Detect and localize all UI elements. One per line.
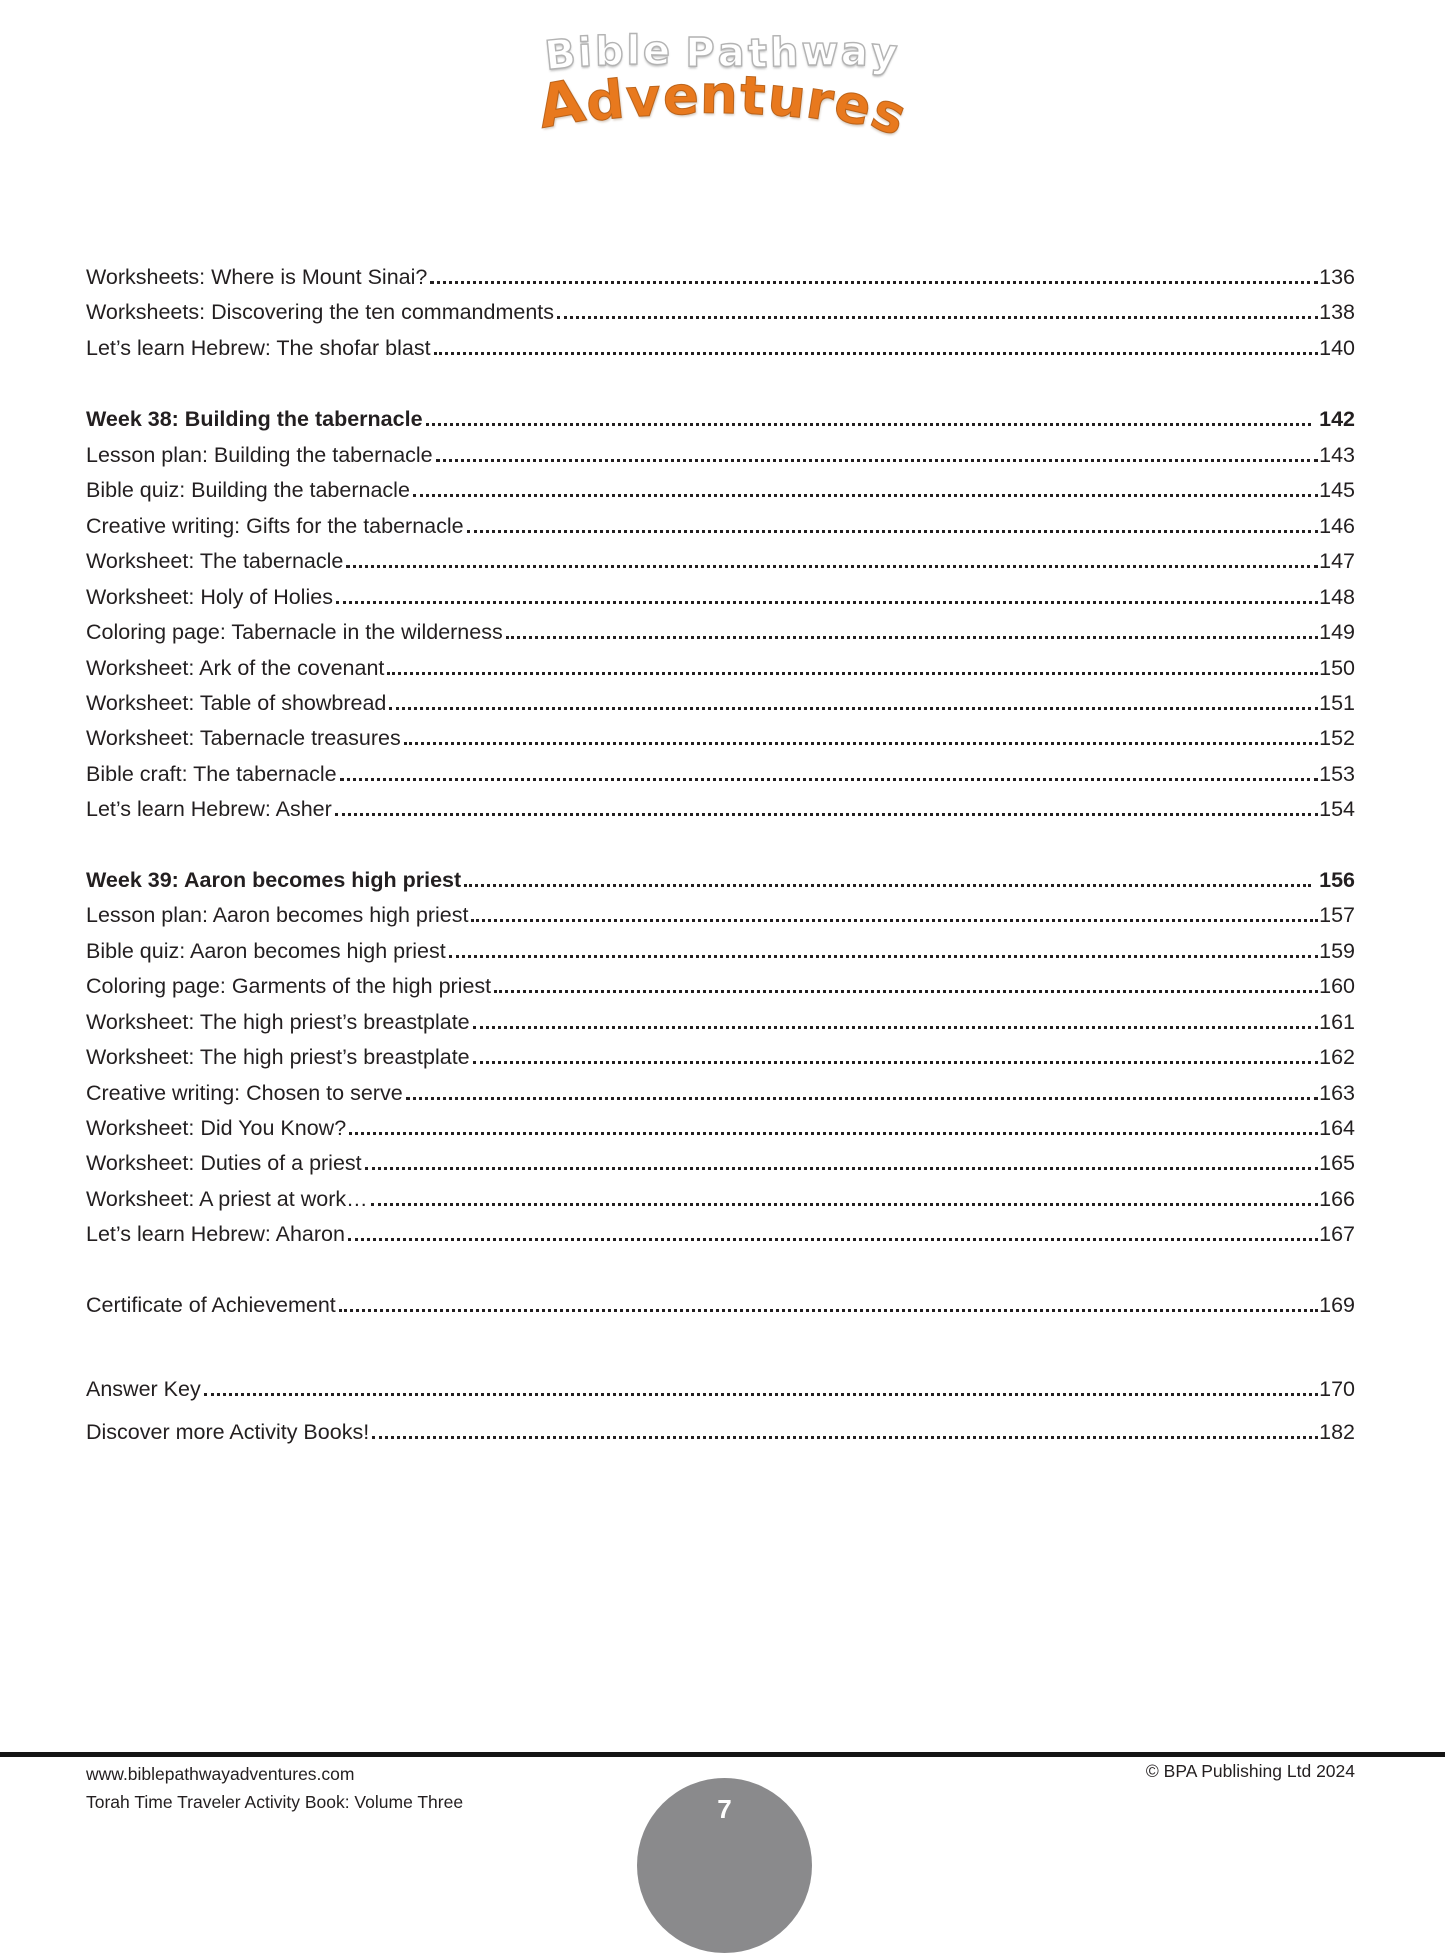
logo-letter: a <box>840 28 873 76</box>
toc-entry-page-number: 162 <box>1319 1045 1355 1070</box>
logo-letter: d <box>582 69 630 134</box>
logo-letter: r <box>802 69 841 134</box>
publisher-logo <box>0 27 1445 149</box>
toc-entry-label: Coloring page: Tabernacle in the wilderness <box>86 620 503 645</box>
logo-letter: t <box>738 65 770 128</box>
toc-entry <box>86 1217 1355 1252</box>
toc-entry <box>86 934 1355 969</box>
toc-entry-label: Worksheet: The tabernacle <box>86 549 344 574</box>
toc-entry-page-number: 169 <box>1319 1292 1355 1317</box>
toc-leader-dots <box>389 707 1318 710</box>
toc-entry-label: Let’s learn Hebrew: Aharon <box>86 1222 345 1247</box>
toc-entry <box>86 651 1355 686</box>
toc-week-heading <box>86 863 1355 898</box>
toc-leader-dots <box>464 884 1311 887</box>
toc-entry-label: Worksheet: Tabernacle treasures <box>86 726 401 751</box>
toc-leader-dots <box>467 530 1319 533</box>
toc-entry-page-number: 170 <box>1319 1377 1355 1402</box>
toc-entry-page-number: 151 <box>1319 690 1355 715</box>
logo-letter: s <box>863 80 917 149</box>
toc-entry <box>86 1005 1355 1040</box>
toc-entry <box>86 1111 1355 1146</box>
toc-leader-dots <box>557 316 1318 319</box>
toc-entry-label: Worksheet: The high priest’s breastplate <box>86 1009 470 1034</box>
toc-entry-page-number: 145 <box>1319 478 1355 503</box>
logo-letter: e <box>642 27 674 75</box>
toc-entry <box>86 615 1355 650</box>
toc-entry-page-number: 140 <box>1319 335 1355 360</box>
toc-entry-page-number: 157 <box>1319 903 1355 928</box>
toc-entry <box>86 509 1355 544</box>
toc-entry-label: Worksheet: Duties of a priest <box>86 1151 362 1176</box>
toc-group <box>86 863 1355 1253</box>
toc-entry <box>86 1182 1355 1217</box>
toc-entry-page-number: 142 <box>1319 407 1355 432</box>
logo-letter: w <box>801 29 842 75</box>
toc-entry-label: Worksheet: Table of showbread <box>86 690 387 715</box>
toc-entry-label: Let’s learn Hebrew: Asher <box>86 797 332 822</box>
toc-entry-label: Bible quiz: Aaron becomes high priest <box>86 938 446 963</box>
logo-letter: e <box>829 71 880 140</box>
logo-letter: i <box>576 29 597 77</box>
toc-entry <box>86 721 1355 756</box>
logo-letter: B <box>542 30 581 80</box>
toc-leader-dots <box>473 1026 1318 1029</box>
toc-entry-page-number: 160 <box>1319 974 1355 999</box>
footer-book-title: Torah Time Traveler Activity Book: Volume Three <box>86 1791 464 1812</box>
logo-letter: t <box>746 30 771 78</box>
toc-entry-page-number: 149 <box>1319 620 1355 645</box>
toc-group <box>86 260 1355 366</box>
logo-letter: P <box>685 30 718 76</box>
toc-entry-page-number: 152 <box>1319 726 1355 751</box>
toc-entry-label: Coloring page: Garments of the high priest <box>86 974 492 999</box>
toc-entry-label: Worksheet: Ark of the covenant <box>86 655 385 680</box>
logo-letter: y <box>869 29 903 79</box>
logo-letter: h <box>769 29 802 77</box>
footer-copyright: © BPA Publishing Ltd 2024 <box>1145 1761 1355 1781</box>
toc-entry <box>86 969 1355 1004</box>
toc-entry-label: Certificate of Achievement <box>86 1292 336 1317</box>
toc-entry-label: Discover more Activity Books! <box>86 1419 370 1444</box>
table-of-contents <box>86 260 1355 1450</box>
toc-entry <box>86 757 1355 792</box>
toc-entry-label: Worksheet: A priest at work… <box>86 1186 368 1211</box>
toc-leader-dots <box>506 636 1318 639</box>
toc-entry-label: Creative writing: Chosen to serve <box>86 1080 403 1105</box>
toc-leader-dots <box>346 565 1318 568</box>
toc-entry-page-number: 136 <box>1319 265 1355 289</box>
toc-leader-dots <box>406 1097 1318 1100</box>
toc-entry-page-number: 138 <box>1319 300 1355 325</box>
page-number-bubble <box>637 1778 812 1953</box>
toc-entry <box>86 473 1355 508</box>
toc-leader-dots <box>387 672 1318 675</box>
logo-letter: n <box>699 64 741 127</box>
toc-entry-page-number: 148 <box>1319 584 1355 609</box>
logo-letter: a <box>717 30 748 76</box>
toc-leader-dots <box>404 742 1318 745</box>
toc-leader-dots <box>348 1238 1318 1241</box>
toc-entry-label: Worksheet: Holy of Holies <box>86 584 333 609</box>
toc-entry <box>86 544 1355 579</box>
toc-entry-label: Let’s learn Hebrew: The shofar blast <box>86 335 431 360</box>
toc-entry <box>86 1076 1355 1111</box>
toc-entry-page-number: 156 <box>1319 867 1355 892</box>
toc-entry <box>86 295 1355 330</box>
toc-entry-page-number: 154 <box>1319 797 1355 822</box>
toc-entry-page-number: 153 <box>1319 761 1355 786</box>
toc-leader-dots <box>349 1132 1318 1135</box>
toc-entry <box>86 438 1355 473</box>
toc-leader-dots <box>371 1203 1319 1206</box>
toc-entry-label: Lesson plan: Aaron becomes high priest <box>86 903 469 928</box>
toc-entry <box>86 1040 1355 1075</box>
toc-leader-dots <box>471 919 1318 922</box>
toc-leader-dots <box>430 281 1318 284</box>
toc-leader-dots <box>473 1061 1318 1064</box>
toc-group <box>86 1415 1355 1450</box>
toc-entry-label: Worksheet: The high priest’s breastplate <box>86 1045 470 1070</box>
toc-entry <box>86 580 1355 615</box>
toc-entry <box>86 1372 1355 1407</box>
toc-entry-page-number: 182 <box>1319 1419 1355 1444</box>
toc-entry-page-number: 143 <box>1319 442 1355 467</box>
toc-entry <box>86 1415 1355 1450</box>
toc-entry-label: Worksheets: Discovering the ten commandments <box>86 300 555 325</box>
toc-entry-label: Answer Key <box>86 1377 201 1402</box>
logo-letter: A <box>532 65 592 142</box>
logo-letter: l <box>626 28 644 74</box>
toc-leader-dots <box>413 494 1318 497</box>
toc-entry-page-number: 164 <box>1319 1115 1355 1140</box>
toc-entry <box>86 686 1355 721</box>
toc-entry <box>86 331 1355 366</box>
logo-letter: b <box>594 28 627 76</box>
toc-leader-dots <box>434 352 1319 355</box>
toc-week-heading <box>86 402 1355 437</box>
toc-entry-page-number: 166 <box>1319 1186 1355 1211</box>
toc-leader-dots <box>335 813 1318 816</box>
toc-entry <box>86 260 1355 295</box>
toc-entry-label: Bible quiz: Building the tabernacle <box>86 478 410 503</box>
toc-leader-dots <box>340 778 1319 781</box>
toc-entry-page-number: 147 <box>1319 549 1355 574</box>
logo-letter: v <box>624 67 665 130</box>
toc-entry-label: Lesson plan: Building the tabernacle <box>86 442 433 467</box>
toc-entry-page-number: 167 <box>1319 1222 1355 1247</box>
toc-entry <box>86 898 1355 933</box>
toc-leader-dots <box>204 1393 1318 1396</box>
toc-entry-label: Bible craft: The tabernacle <box>86 761 337 786</box>
toc-group <box>86 1372 1355 1407</box>
toc-group <box>86 402 1355 827</box>
toc-group <box>86 1288 1355 1323</box>
toc-entry-label: Creative writing: Gifts for the tabernacle <box>86 513 464 538</box>
toc-leader-dots <box>372 1436 1318 1439</box>
toc-entry-page-number: 165 <box>1319 1151 1355 1176</box>
toc-entry-page-number: 159 <box>1319 938 1355 963</box>
toc-entry <box>86 1288 1355 1323</box>
toc-entry-label: Worksheets: Where is Mount Sinai? <box>86 265 428 289</box>
toc-entry-page-number: 146 <box>1319 513 1355 538</box>
toc-leader-dots <box>494 990 1318 993</box>
toc-entry <box>86 792 1355 827</box>
toc-entry-label: Week 39: Aaron becomes high priest <box>86 867 462 892</box>
toc-entry <box>86 1146 1355 1181</box>
toc-entry-label: Worksheet: Did You Know? <box>86 1115 347 1140</box>
page-number: 7 <box>717 1794 732 1824</box>
footer-left-block <box>86 1761 463 1816</box>
toc-leader-dots <box>336 601 1318 604</box>
toc-leader-dots <box>449 955 1318 958</box>
toc-leader-dots <box>339 1309 1318 1312</box>
toc-entry-page-number: 150 <box>1319 655 1355 680</box>
footer-divider-line <box>0 1752 1445 1757</box>
toc-entry-page-number: 163 <box>1319 1080 1355 1105</box>
logo-letter: e <box>662 65 702 128</box>
toc-leader-dots <box>365 1167 1318 1170</box>
toc-leader-dots <box>426 423 1312 426</box>
toc-leader-dots <box>436 459 1318 462</box>
toc-entry-label: Week 38: Building the tabernacle <box>86 407 423 432</box>
footer-website-url: www.biblepathwayadventures.com <box>86 1764 355 1784</box>
logo-adventures-text <box>0 64 1445 149</box>
toc-entry-page-number: 161 <box>1319 1009 1355 1034</box>
logo-letter: u <box>764 66 811 131</box>
